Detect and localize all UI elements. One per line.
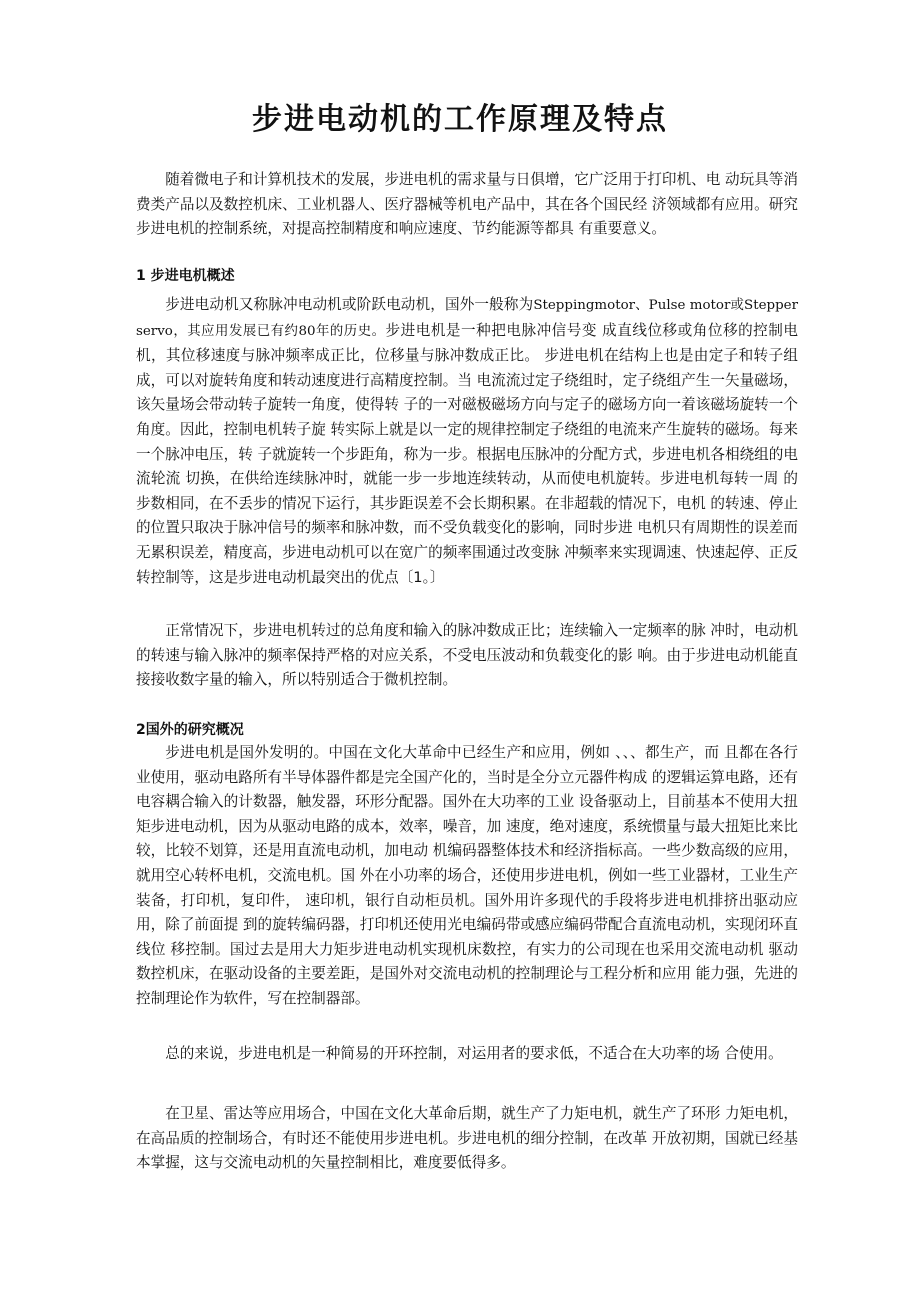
section-1-p1-text-b: 步进电机是一种把电脉冲信号变 成直线位移或角位移的控制电机，其位移速度与脉冲频率成正比，位移量与脉冲数成正比。 步进电机在结构上也是由定子和转子组成，可以对旋转角度和转动速度进行高精度控制。当 电流流过定子绕组时，定子绕组产生一矢量磁场，该矢量场会带动转子旋转一角度，使得转 子的一对磁极磁场方向与定子的磁场方向一着该磁场旋转一个角度。因此，控制电机转子旋 转实际上就是以一定的规律控制定子绕组的电流来产生旋转的磁场。每来一个脉冲电压，转 子就旋转一个步距角，称为一步。根据电压脉冲的分配方式，步进电机各相绕组的电流轮流 切换，在供给连续脉冲时，就能一步一步地连续转动，从而使电机旋转。步进电机每转一周 的步数相同，在不丢步的情况下运行，其步距误差不会长期积累。在非超载的情况下，电机 的转速、停止的位置只取决于脉冲信号的频率和脉冲数，而不受负载变化的影响，同时步进 电机只有周期性的误差而无累积误差，精度高，步进电动机可以在宽广的频率围通过改变脉 冲频率来实现调速、快速起停、正反转控制等，这是步进电动机最突出的优点〔1。〕 xyxy=(136,321,798,586)
section-1-p1-latin: Steppingmotor、Pulse motor或Stepper servo，其应用发展已有约80年的历史。 xyxy=(136,298,798,339)
section-2-paragraph-2: 总的来说，步进电机是一种简易的开环控制，对运用者的要求低，不适合在大功率的场 合使用。 xyxy=(165,1045,783,1062)
section-1-paragraph-1 xyxy=(136,293,798,590)
section-1-paragraph-2: 正常情况下，步进电机转过的总角度和输入的脉冲数成正比；连续输入一定频率的脉 冲时，电动机的转速与输入脉冲的频率保持严格的对应关系，不受电压波动和负载变化的影 响。由于步进电动机能直接接收数字量的输入，所以特别适合于微机控制。 xyxy=(136,622,798,689)
intro-paragraph: 随着微电子和计算机技术的发展，步进电机的需求量与日俱增，它广泛用于打印机、电 动玩具等消费类产品以及数控机床、工业机器人、医疗器械等机电产品中，其在各个国民经 济领域都有应用。研究步进电机的控制系统，对提高控制精度和响应速度、节约能源等都具 有重要意义。 xyxy=(136,171,798,238)
section-2-paragraph-1: 步进电机是国外发明的。中国在文化大革命中已经生产和应用，例如 、、、都生产，而 且都在各行业使用，驱动电路所有半导体器件都是完全国产化的，当时是全分立元器件构成 的逻辑运算电路，还有电容耦合输入的计数器，触发器，环形分配器。国外在大功率的工业 设备驱动上，目前基本不使用大扭矩步进电动机，因为从驱动电路的成本，效率，噪音，加 速度，绝对速度，系统惯量与最大扭矩比来比较，比较不划算，还是用直流电动机，加电动 机编码器整体技术和经济指标高。一些少数高级的应用，就用空心转杯电机，交流电机。国 外在小功率的场合，还使用步进电机，例如一些工业器材，工业生产装备，打印机，复印件， 速印机，银行自动柜员机。国外用许多现代的手段将步进电机排挤出驱动应用，除了前面提 到的旋转编码器，打印机还使用光电编码带或感应编码带配合直流电动机，实现闭环直线位 移控制。国过去是用大力矩步进电动机实现机床数控，有实力的公司现在也采用交流电动机 驱动数控机床，在驱动设备的主要差距，是国外对交流电动机的控制理论与工程分析和应用 能力强，先进的控制理论作为软件，写在控制器部。 xyxy=(136,744,798,1007)
page-title: 步进电动机的工作原理及特点 xyxy=(252,102,668,137)
section-2-heading: 2国外的研究概况 xyxy=(136,722,244,738)
section-1-p1-text-a: 步进电动机又称脉冲电动机或阶跃电动机，国外一般称为 xyxy=(165,296,534,313)
section-1-heading: 1 步进电机概述 xyxy=(136,268,235,284)
section-2-paragraph-3: 在卫星、雷达等应用场合，中国在文化大革命后期，就生产了力矩电机，就生产了环形 力矩电机，在高品质的控制场合，有时还不能使用步进电机。步进电机的细分控制，在改革 开放初期，国就已经基本掌握，这与交流电动机的矢量控制相比，难度要低得多。 xyxy=(136,1105,798,1172)
